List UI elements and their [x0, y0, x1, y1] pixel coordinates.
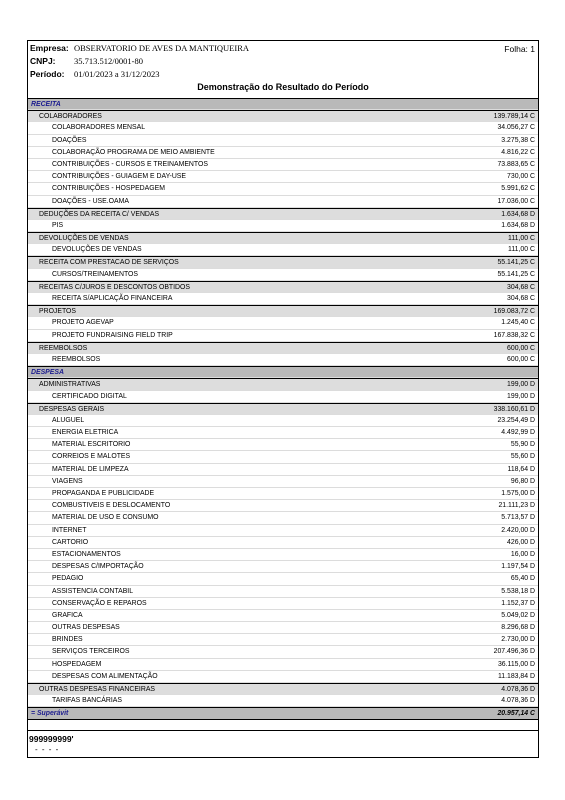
row-label: CONTRIBUIÇÕES - CURSOS E TREINAMENTOS — [52, 160, 208, 168]
row-label: COLABORADORES — [39, 113, 102, 121]
group-row — [28, 378, 538, 390]
row-label: ADMINISTRATIVAS — [39, 381, 101, 389]
cnpj-value: 35.713.512/0001-80 — [74, 56, 143, 66]
row-value: 1.152,37 D — [501, 599, 535, 607]
row-label: DEDUÇÕES DA RECEITA C/ VENDAS — [39, 210, 160, 218]
table-row — [28, 317, 538, 329]
row-label: CORREIOS E MALOTES — [52, 453, 131, 461]
row-label: PIS — [52, 221, 64, 229]
table-row — [28, 634, 538, 646]
row-value: 3.275,38 C — [501, 136, 535, 144]
table-row — [28, 171, 538, 183]
row-value: 600,00 C — [507, 355, 535, 363]
row-label: PROJETO FUNDRAISING FIELD TRIP — [52, 331, 173, 339]
row-label: GRAFICA — [52, 611, 83, 619]
row-value: 4.078,36 D — [501, 686, 535, 693]
row-label: INTERNET — [52, 526, 87, 534]
row-value: 199,00 D — [507, 392, 535, 400]
footer-code: 999999999' — [29, 734, 74, 744]
group-row — [28, 232, 538, 244]
footer-dashes: - - - - — [35, 745, 60, 754]
row-label: COLABORAÇÃO PROGRAMA DE MEIO AMBIENTE — [52, 148, 215, 156]
row-value: 199,00 D — [507, 381, 535, 389]
row-value: 338.160,61 D — [493, 405, 535, 413]
row-value: 17.036,00 C — [497, 197, 535, 205]
row-label: REEMBOLSOS — [52, 355, 101, 363]
table-row — [28, 183, 538, 195]
row-value: 304,68 C — [507, 295, 535, 302]
table-row — [28, 622, 538, 634]
row-value: 207.496,36 D — [493, 648, 535, 656]
table-row — [28, 196, 538, 208]
table-row — [28, 671, 538, 683]
row-label: ASSISTENCIA CONTABIL — [52, 587, 134, 595]
row-value: 5.538,18 D — [501, 587, 535, 595]
table-row — [28, 695, 538, 707]
table-row — [28, 439, 538, 451]
row-value: 4.492,99 D — [501, 429, 535, 437]
table-row — [28, 269, 538, 281]
table-row — [28, 135, 538, 147]
row-value: 73.883,65 C — [497, 160, 535, 168]
table-row — [28, 488, 538, 500]
row-value: 426,00 D — [507, 538, 535, 546]
row-value: 5.991,62 C — [501, 185, 535, 193]
table-row — [28, 549, 538, 561]
row-value: 1.197,54 D — [501, 563, 535, 571]
table-row — [28, 500, 538, 512]
table-row — [28, 354, 538, 366]
row-label: MATERIAL DE LIMPEZA — [52, 465, 129, 473]
row-label: PEDAGIO — [52, 575, 84, 583]
row-value: 111,00 C — [508, 246, 535, 254]
row-value: 139.789,14 C — [493, 113, 535, 121]
row-label: ESTACIONAMENTOS — [52, 550, 121, 558]
row-label: CONSERVAÇÃO E REPAROS — [52, 599, 147, 607]
row-value: 304,68 C — [507, 283, 535, 291]
group-row — [28, 281, 538, 293]
row-value: 4.078,36 D — [501, 697, 535, 705]
empresa-label: Empresa: — [30, 43, 69, 53]
row-label: RECEITA COM PRESTACAO DE SERVIÇOS — [39, 259, 179, 267]
row-value: 111,00 C — [508, 235, 535, 243]
row-value: 2.420,00 D — [501, 526, 535, 534]
table-row — [28, 476, 538, 488]
section-header-row — [28, 98, 538, 110]
row-label: DESPESAS COM ALIMENTAÇÃO — [52, 672, 158, 680]
row-label: PROJETOS — [39, 308, 77, 316]
table-row — [28, 451, 538, 463]
row-label: HOSPEDAGEM — [52, 660, 102, 668]
group-row — [28, 256, 538, 268]
row-value: 5.713,57 D — [501, 514, 535, 522]
table-row — [28, 427, 538, 439]
group-row — [28, 110, 538, 122]
row-value: 1.245,40 C — [501, 319, 535, 327]
row-label: DESPESAS GERAIS — [39, 405, 105, 413]
row-value: 34.056,27 C — [497, 124, 535, 132]
row-label: CURSOS/TREINAMENTOS — [52, 270, 139, 278]
row-value: 16,00 D — [510, 550, 535, 558]
table-row — [28, 561, 538, 573]
row-label: DEVOLUÇÕES DE VENDAS — [39, 235, 129, 243]
row-label: ALUGUEL — [52, 416, 85, 424]
row-value: 23.254,49 D — [497, 416, 535, 424]
group-row — [28, 403, 538, 415]
table-row — [28, 610, 538, 622]
table-row — [28, 415, 538, 427]
periodo-value: 01/01/2023 a 31/12/2023 — [74, 69, 160, 79]
row-value: 55.141,25 C — [497, 259, 535, 267]
report-frame — [27, 40, 539, 758]
row-value: 2.730,00 D — [501, 636, 535, 644]
row-value: 11.183,84 D — [497, 672, 535, 680]
table-row — [28, 220, 538, 232]
table-row — [28, 244, 538, 256]
table-row — [28, 573, 538, 585]
row-label: MATERIAL ESCRITORIO — [52, 441, 131, 449]
row-value: 20.957,14 C — [497, 710, 535, 718]
table-row — [28, 391, 538, 403]
page-number: Folha: 1 — [504, 44, 535, 54]
row-label: ENERGIA ELETRICA — [52, 429, 119, 437]
row-label: COMBUSTIVEIS E DESLOCAMENTO — [52, 502, 171, 510]
section-header-row — [28, 366, 538, 378]
row-value: 65,40 D — [510, 575, 535, 583]
row-value: 96,80 D — [510, 477, 535, 485]
row-label: RECEITA — [31, 101, 61, 108]
table-row — [28, 525, 538, 537]
row-label: PROJETO AGEVAP — [52, 319, 114, 327]
table-row — [28, 537, 538, 549]
row-value: 55.141,25 C — [497, 270, 535, 278]
row-value: 1.575,00 D — [501, 490, 535, 497]
row-label: = Superávit — [31, 710, 69, 718]
row-label: COLABORADORES MENSAL — [52, 124, 146, 132]
row-label: CARTORIO — [52, 538, 89, 546]
row-value: 1.634,68 D — [501, 221, 535, 229]
total-row — [28, 707, 538, 719]
group-row — [28, 342, 538, 354]
table-row — [28, 512, 538, 524]
table-row — [28, 598, 538, 610]
row-label: PROPAGANDA E PUBLICIDADE — [52, 490, 155, 497]
row-value: 5.049,02 D — [501, 611, 535, 619]
row-label: SERVIÇOS TERCEIROS — [52, 648, 130, 656]
table-row — [28, 159, 538, 171]
table-row — [28, 293, 538, 305]
group-row — [28, 305, 538, 317]
row-label: DOAÇÕES — [52, 136, 87, 144]
row-value: 55,60 D — [510, 453, 535, 461]
row-value: 169.083,72 C — [493, 308, 535, 316]
row-value: 118,64 D — [507, 465, 535, 473]
table-row — [28, 122, 538, 134]
row-label: OUTRAS DESPESAS FINANCEIRAS — [39, 686, 156, 693]
row-label: OUTRAS DESPESAS — [52, 624, 120, 632]
row-value: 1.634,68 D — [501, 210, 535, 218]
footer-divider — [28, 730, 538, 731]
report-table — [28, 98, 538, 720]
row-value: 55,90 D — [510, 441, 535, 449]
row-label: CERTIFICADO DIGITAL — [52, 392, 127, 400]
table-row — [28, 646, 538, 658]
row-label: CONTRIBUIÇÕES - HOSPEDAGEM — [52, 185, 165, 193]
empresa-value: OBSERVATORIO DE AVES DA MANTIQUEIRA — [74, 43, 250, 53]
row-label: MATERIAL DE USO E CONSUMO — [52, 514, 159, 522]
report-title: Demonstração do Resultado do Período — [197, 82, 369, 92]
row-value: 8.296,68 D — [501, 624, 535, 632]
row-value: 600,00 C — [507, 344, 535, 352]
group-row — [28, 208, 538, 220]
row-label: CONTRIBUIÇÕES - GUIAGEM E DAY-USE — [52, 173, 187, 181]
row-label: BRINDES — [52, 636, 83, 644]
table-row — [28, 659, 538, 671]
row-label: DOAÇÕES - USE.OAMA — [52, 197, 129, 205]
row-label: DESPESA — [31, 369, 64, 377]
group-row — [28, 683, 538, 695]
periodo-label: Período: — [30, 69, 65, 79]
table-row — [28, 586, 538, 598]
row-value: 21.111,23 D — [498, 502, 535, 510]
row-label: DEVOLUÇÕES DE VENDAS — [52, 246, 142, 254]
table-row — [28, 330, 538, 342]
row-label: DESPESAS C/IMPORTAÇÃO — [52, 563, 144, 571]
table-row — [28, 147, 538, 159]
cnpj-label: CNPJ: — [30, 56, 56, 66]
row-value: 4.816,22 C — [501, 148, 535, 156]
row-value: 36.115,00 D — [497, 660, 535, 668]
row-label: TARIFAS BANCÁRIAS — [52, 697, 122, 705]
row-label: VIAGENS — [52, 477, 83, 485]
row-label: RECEITA S/APLICAÇÃO FINANCEIRA — [52, 295, 173, 302]
table-row — [28, 464, 538, 476]
row-label: RECEITAS C/JUROS E DESCONTOS OBTIDOS — [39, 283, 190, 291]
row-label: REEMBOLSOS — [39, 344, 88, 352]
row-value: 167.838,32 C — [493, 331, 535, 339]
row-value: 730,00 C — [507, 173, 535, 181]
